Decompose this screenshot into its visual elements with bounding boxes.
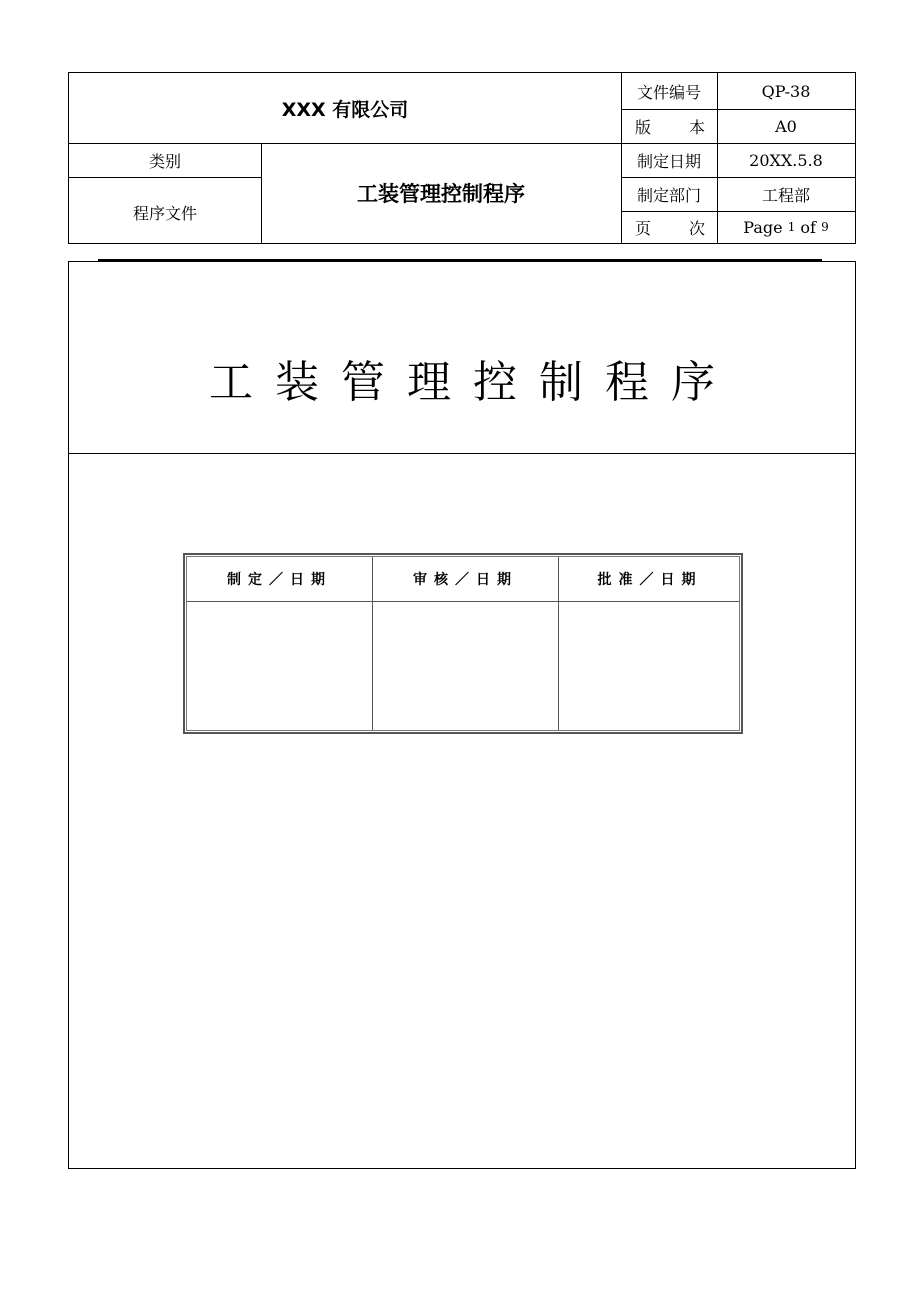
approved-signature-cell[interactable] xyxy=(559,602,739,730)
prepared-signature-cell[interactable] xyxy=(187,602,372,730)
cover-divider xyxy=(69,453,855,454)
page-label-part: 次 xyxy=(688,218,705,238)
page-mid: of xyxy=(795,217,822,237)
version-label xyxy=(621,109,717,143)
version-label-part: 本 xyxy=(688,117,705,137)
department-label: 制定部门 xyxy=(636,185,701,205)
page-value xyxy=(717,211,855,243)
issue-date-value: 20XX.5.8 xyxy=(749,150,823,170)
reviewed-date-header: 审核／日期 xyxy=(413,572,518,588)
document-header-table xyxy=(68,72,856,244)
reviewed-signature-cell[interactable] xyxy=(373,602,558,730)
company-name: XXX 有限公司 xyxy=(281,98,409,121)
cover-title: 工装管理控制程序 xyxy=(209,357,737,408)
doc-number-label: 文件编号 xyxy=(636,82,701,102)
page-label xyxy=(621,211,717,243)
department-value: 工程部 xyxy=(761,185,810,205)
category-label: 类别 xyxy=(148,151,181,171)
page-current: 1 xyxy=(787,220,796,234)
approval-table-inner xyxy=(186,556,740,731)
prepared-date-header: 制定／日期 xyxy=(227,572,332,588)
doc-number-value: QP-38 xyxy=(761,81,811,101)
page-total: 9 xyxy=(821,220,829,234)
document-title: 工装管理控制程序 xyxy=(357,182,525,206)
category-value: 程序文件 xyxy=(132,203,197,223)
page-label-part: 页 xyxy=(635,218,652,238)
approval-table xyxy=(183,553,743,734)
version-label-part: 版 xyxy=(635,117,652,137)
page-prefix: Page xyxy=(743,217,788,237)
version-value: A0 xyxy=(775,116,797,136)
issue-date-label: 制定日期 xyxy=(636,151,701,171)
approved-date-header: 批准／日期 xyxy=(597,572,703,588)
